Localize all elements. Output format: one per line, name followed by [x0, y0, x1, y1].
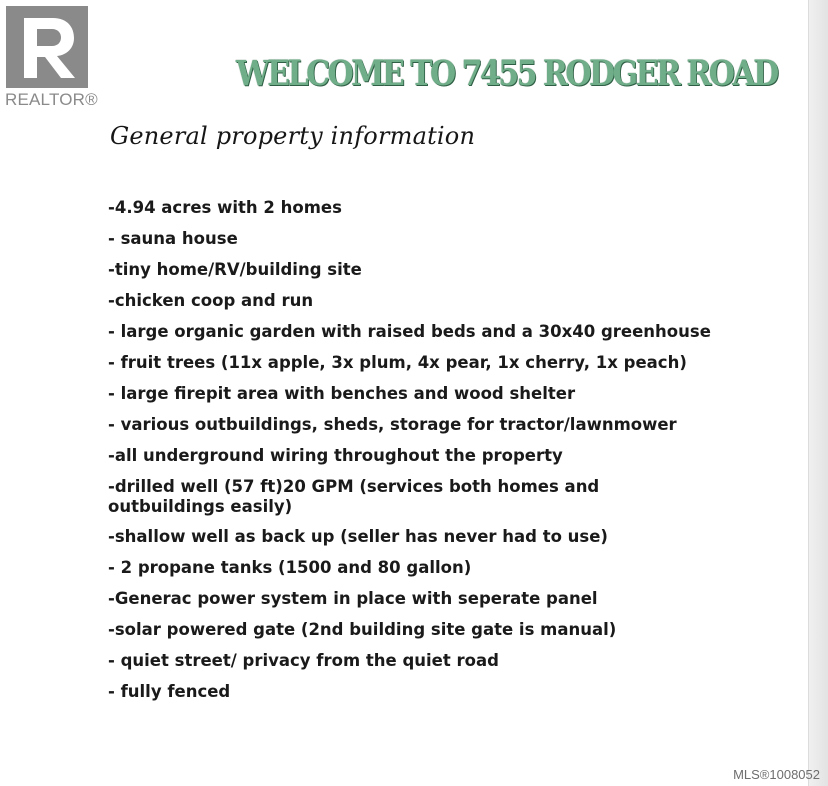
list-item: - 2 propane tanks (1500 and 80 gallon): [108, 558, 472, 577]
page-edge: [808, 0, 828, 786]
mls-number: MLS®1008052: [733, 767, 820, 782]
property-info-list: [108, 198, 711, 713]
list-item: -shallow well as back up (seller has never had to use): [108, 527, 608, 546]
list-item: - large organic garden with raised beds and a 30x40 greenhouse: [108, 322, 711, 341]
realtor-r-mark: [6, 6, 88, 88]
section-heading: General property information: [110, 122, 476, 150]
list-item: -4.94 acres with 2 homes: [108, 198, 342, 217]
list-item: - fully fenced: [108, 682, 231, 701]
list-item: -drilled well (57 ft)20 GPM (services both homes and outbuildings easily): [108, 477, 600, 516]
realtor-logo: [0, 0, 98, 112]
realtor-logo-text: REALTOR®: [5, 90, 98, 109]
list-item: - fruit trees (11x apple, 3x plum, 4x pear, 1x cherry, 1x peach): [108, 353, 687, 372]
list-item: -all underground wiring throughout the property: [108, 446, 563, 465]
welcome-title: WELCOME TO 7455 RODGER ROAD: [236, 53, 777, 94]
list-item: -tiny home/RV/building site: [108, 260, 362, 279]
list-item: - various outbuildings, sheds, storage for tractor/lawnmower: [108, 415, 677, 434]
list-item: - quiet street/ privacy from the quiet road: [108, 651, 499, 670]
list-item: -Generac power system in place with seperate panel: [108, 589, 598, 608]
list-item: - sauna house: [108, 229, 238, 248]
list-item: -solar powered gate (2nd building site gate is manual): [108, 620, 617, 639]
list-item: - large firepit area with benches and wood shelter: [108, 384, 576, 403]
list-item: -chicken coop and run: [108, 291, 314, 310]
